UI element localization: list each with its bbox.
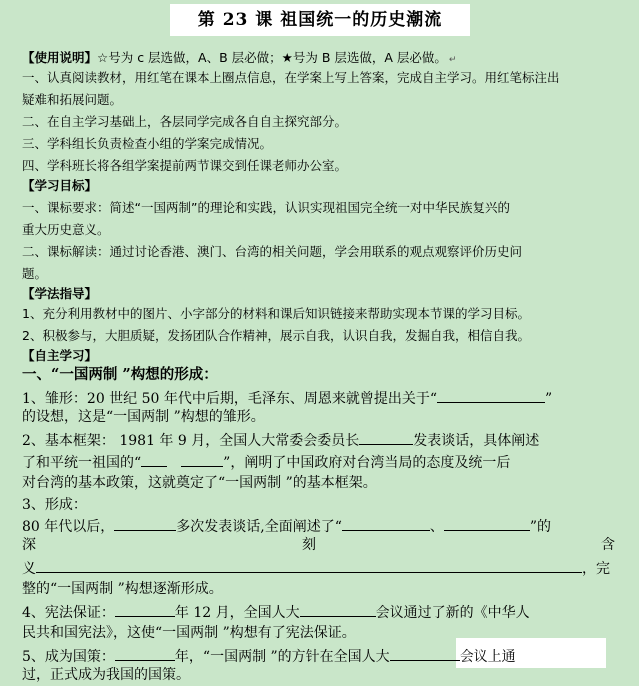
method-item-2: 2、积极参与，大胆质疑，发扬团队合作精神，展示自我，认识自我，发掘自我，相信自我。 [22,328,530,343]
q3-spread-3: 含 [601,537,615,553]
answer-blank[interactable] [444,514,530,531]
answer-blank[interactable] [114,514,176,531]
q3-line-3: 义 ，完 [22,556,610,580]
q5-line-1: 5、成为国策： 年，“一国两制 ”的方针在全国人大 会议上通 [22,644,516,668]
goals-item-1: 一、课标要求：简述“一国两制”的理论和实践，认识实现祖国完全统一对中华民族复兴的 [22,200,510,215]
q5-line-2: 过，正式成为我国的国策。 [22,667,190,683]
answer-blank[interactable] [300,600,376,617]
section-heading: 一、“一国两制 ”构想的形成： [22,366,218,383]
lesson-title: 第 23 课 祖国统一的历史潮流 [170,4,470,36]
q1-line-1: 1、雏形：20 世纪 50 年代中后期，毛泽东、周恩来就曾提出关于“ ” [22,386,552,410]
answer-blank[interactable] [181,450,223,467]
usage-item-3: 三、学科组长负责检查小组的学案完成情况。 [22,136,273,151]
answer-blank[interactable] [437,386,545,403]
answer-blank[interactable] [390,644,460,661]
answer-blank[interactable] [359,428,413,445]
answer-blank[interactable] [115,600,175,617]
paragraph-mark-icon: ↵ [448,55,457,65]
q1-line-2: 的设想，这是“一国两制 ”构想的雏形。 [22,409,265,425]
q4-line-2: 民共和国宪法》，这使“一国两制 ”构想有了宪法保证。 [22,625,356,641]
q3-spread-2: 刻 [302,537,316,553]
method-item-1: 1、充分利用教材中的图片、小字部分的材料和课后知识链接来帮助实现本节课的学习目标。 [22,306,530,321]
method-heading: 【学法指导】 [22,286,98,301]
answer-blank[interactable] [342,514,430,531]
goals-item-1-cont: 重大历史意义。 [22,222,110,237]
usage-item-1: 一、认真阅读教材，用红笔在课本上圈点信息，在学案上写上答案，完成自主学习。用红笔标注出 [22,70,560,85]
q3-spread-1: 深 [22,537,36,553]
answer-blank[interactable] [141,450,167,467]
usage-text: ☆号为 c 层选做，A、B 层必做；★号为 B 层选做，A 层必做。 [97,50,447,65]
q2-line-1: 2、基本框架： 1981 年 9 月，全国人大常委会委员长 发表谈话，具体阐述 [22,428,539,452]
answer-blank[interactable] [36,556,582,573]
usage-item-1-cont: 疑难和拓展问题。 [22,92,123,107]
usage-item-4: 四、学科班长将各组学案提前两节课交到任课老师办公室。 [22,158,348,173]
q2-line-2: 了和平统一祖国的“ ”，阐明了中国政府对台湾当局的态度及统一后 [22,450,510,474]
q3-label: 3、形成： [22,497,87,513]
usage-item-2: 二、在自主学习基础上，各层同学完成各自自主探究部分。 [22,114,348,129]
goals-item-2-cont: 题。 [22,266,48,281]
q2-line-3: 对台湾的基本政策，这就奠定了“一国两制 ”的基本框架。 [22,475,377,491]
self-study-heading: 【自主学习】 [22,348,98,363]
usage-heading: 【使用说明】 [22,50,98,65]
q4-line-1: 4、宪法保证： 年 12 月，全国人大 会议通过了新的《中华人 [22,600,530,624]
answer-blank[interactable] [115,644,175,661]
q3-line-1: 80 年代以后， 多次发表谈话,全面阐述了“ 、 ”的 [22,514,551,538]
usage-line-1 [22,48,456,70]
q3-line-4: 整的“一国两制 ”构想逐渐形成。 [22,581,223,597]
goals-item-2: 二、课标解读：通过讨论香港、澳门、台湾的相关问题，学会用联系的观点观察评价历史问 [22,244,523,259]
goals-heading: 【学习目标】 [22,178,98,193]
